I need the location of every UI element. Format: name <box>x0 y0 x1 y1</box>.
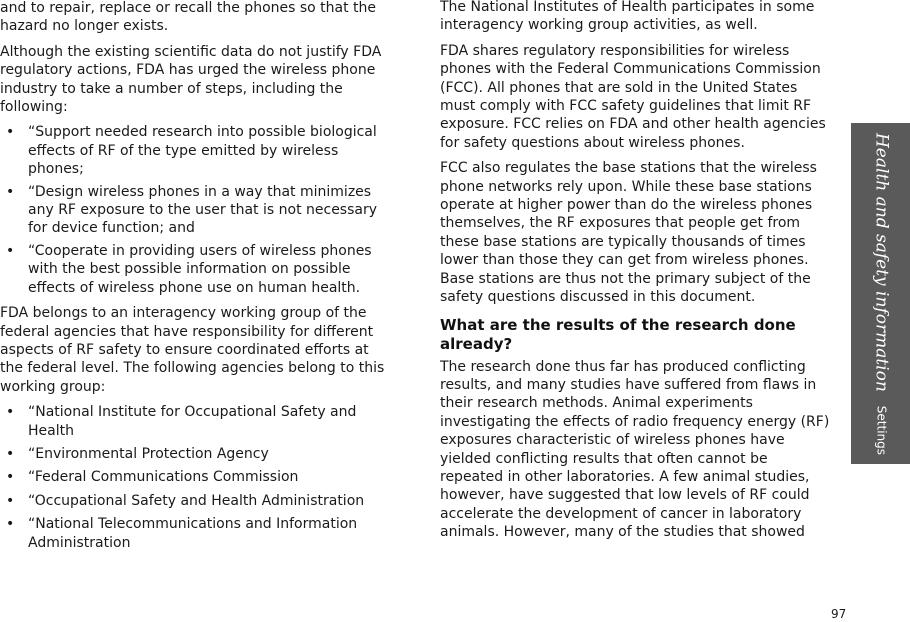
list-item: • “Design wireless phones in a way that minimizes any RF exposure to the user that is not necessary for device function; and <box>6 183 378 237</box>
bullet-icon: • <box>6 469 15 486</box>
paragraph-working-group: FDA belongs to an interagency working group of the federal agencies that have responsibility for different aspects of RF safety to ensure coordinated efforts at the federal level. The following agencies belong to this working group: <box>0 305 385 395</box>
bullet-icon: • <box>6 516 15 533</box>
side-section-tab <box>851 123 910 464</box>
paragraph-fda-steps-intro: Although the existing scientific data do not justify FDA regulatory actions, FDA has urged the wireless phone industry to take a number of steps, including the following: <box>0 43 382 116</box>
paragraph-research: The research done thus far has produced conflicting results, and many studies have suffered from flaws in their research methods. Animal experiments investigating the effects of radio frequency energy (RF) exposures characteristic of wireless phones have yielded conflicting results that often cannot be repeated in other laboratories. A few animal studies, however, have suggested that low levels of RF could accelerate the development of cancer in laboratory animals. However, many of the studies that showed <box>440 358 830 541</box>
paragraph-repair: and to repair, replace or recall the phones so that the hazard no longer exists. <box>0 0 377 35</box>
bullet-icon: • <box>6 242 15 259</box>
list-item: • “Environmental Protection Agency <box>6 445 269 462</box>
bullet-icon: • <box>6 124 15 141</box>
list-item: • “Cooperate in providing users of wireless phones with the best possible information on possible effects of wireless phone use on human health. <box>6 242 372 296</box>
paragraph-base-stations: FCC also regulates the base stations that the wireless phone networks rely upon. While these base stations operate at higher power than do the wireless phones themselves, the RF exposures that people get from these base stations are typically thousands of times lower than those they can get from wireless phones. Base stations are thus not the primary subject of the safety questions discussed in this document. <box>440 160 817 306</box>
bullet-icon: • <box>6 183 15 200</box>
list-item: • “Federal Communications Commission <box>6 469 299 486</box>
bullet-icon: • <box>6 492 15 509</box>
fda-steps-list <box>0 123 392 297</box>
right-column <box>440 0 832 549</box>
bullet-icon: • <box>6 445 15 462</box>
agencies-list <box>0 403 392 552</box>
paragraph-nih: The National Institutes of Health participates in some interagency working group activities, as well. <box>440 0 815 34</box>
page-number: 97 <box>831 607 847 621</box>
left-column <box>0 0 392 559</box>
subsection-title: Settings <box>873 405 888 455</box>
list-item: • “National Telecommunications and Information Administration <box>6 516 358 551</box>
list-item: • “Support needed research into possible biological effects of RF of the type emitted by wireless phones; <box>6 124 377 178</box>
bullet-icon: • <box>6 404 15 421</box>
paragraph-fcc-responsibilities: FDA shares regulatory responsibilities for wireless phones with the Federal Communications Commission (FCC). All phones that are sold in the United States must comply with FCC safety guidelines that limit RF exposure. FCC relies on FDA and other health agencies for safety questions about wireless phones. <box>440 42 826 151</box>
section-title: Health and safety information <box>870 132 891 392</box>
section-heading-research-results: What are the results of the research done already? <box>440 315 796 353</box>
list-item: • “Occupational Safety and Health Administration <box>6 492 365 509</box>
list-item: • “National Institute for Occupational Safety and Health <box>6 404 357 439</box>
